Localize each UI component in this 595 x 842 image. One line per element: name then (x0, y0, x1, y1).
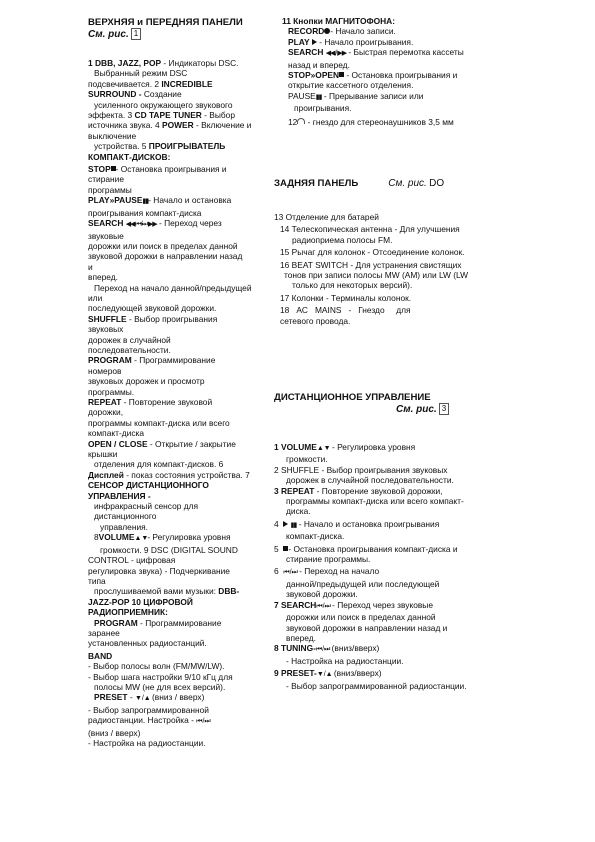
search-entry: SEARCH ◀◀ ⏮/⏭ ▶▶ - Переход через (88, 218, 222, 229)
band-entry: BAND (88, 650, 113, 661)
fig-1-badge: 1 (131, 28, 141, 40)
text-line: проигрывания. (294, 103, 352, 114)
remote-heading (274, 393, 500, 416)
front-panel-title: ВЕРХНЯЯ и ПЕРЕДНЯЯ ПАНЕЛИ (88, 17, 243, 28)
item-13: 13 Отделение для батарей (274, 212, 379, 222)
text-line: крышки (88, 449, 118, 460)
text-line: только для некоторых версий). (292, 280, 413, 291)
text-line: РАДИОПРИЕМНИК: (88, 607, 168, 618)
text-line: управления. (100, 521, 149, 532)
prev-next-icon: ⏮ / ⏭ (283, 569, 297, 577)
fig-badge: DO (429, 178, 445, 189)
text-line: УПРАВЛЕНИЯ - (88, 490, 151, 501)
text-line: - Выбор шага настройки 9/10 кГц для (88, 671, 233, 682)
play-icon (283, 521, 288, 527)
text-line: звуковых (88, 324, 124, 335)
rc-item-5: 5 - Остановка проигрывания компакт-диска и (274, 543, 458, 554)
text-line: или (88, 292, 103, 303)
text-line: звуковой дорожки в направлении назад и (286, 622, 448, 633)
headphones-icon (297, 118, 305, 124)
tuner-program-entry: PROGRAM - Программирование (94, 617, 222, 628)
text-line: CONTROL - цифровая (88, 555, 176, 566)
text-line: компакт-диска. (286, 531, 345, 542)
text-line: вперед. (88, 272, 118, 283)
record-entry: RECORD - Начало записи. (288, 26, 396, 37)
item-1: 1 DBB, JAZZ, POP - Индикаторы DSC. (88, 58, 239, 68)
text-line: заранее (88, 627, 120, 638)
text-line: тонов при записи полосы MW (AM) или LW (LW (284, 270, 468, 281)
rewind-ff-icon: ◀◀ / ▶▶ (325, 50, 347, 58)
text-line: прослушиваемой вами музыки: DBB- (94, 586, 240, 597)
text-line: программы компакт-диска или всего компакт- (286, 496, 464, 507)
text-line: последовательности. (88, 344, 171, 355)
text-line: компакт-диска (88, 428, 145, 439)
pause-icon: ▮▮ (290, 521, 297, 529)
item-8: 8VOLUME▲ ▼- Регулировка уровня (94, 532, 231, 543)
item-14: 14 Телескопическая антенна - Для улучшения (280, 224, 460, 235)
prev-next-icon: ⏮ / ⏭ (315, 646, 330, 654)
text-line: дорожки, (88, 407, 124, 418)
text-line: - Выбор запрограммированной радиостанции. (286, 680, 467, 691)
preset-entry: PRESET - ▼ / ▲ (вниз / вверх) (94, 692, 205, 703)
program-entry: PROGRAM - Программирование (88, 355, 216, 366)
item-7: СЕНСОР ДИСТАНЦИОННОГО (88, 480, 209, 491)
text-line: программы (88, 184, 132, 195)
text-line: выключение (88, 130, 137, 141)
down-up-icon: ▼ / ▲ (134, 695, 150, 703)
skip-icons: ⏮ / ⏭ (316, 602, 330, 610)
front-panel-heading (88, 18, 268, 41)
text-line: сетевого провода. (280, 315, 351, 326)
rc-item-2: 2 SHUFFLE - Выбор проигрывания звуковых (274, 464, 448, 475)
play-icon (312, 39, 317, 45)
front-panel-fig-ref: См. рис. 1 (88, 28, 268, 40)
item-17: 17 Колонки - Терминалы колонок. (280, 292, 412, 303)
item-18: 18 AC MAINS - Гнездо для (280, 305, 411, 316)
text-line: звуковые (88, 230, 124, 241)
text-line: номеров (88, 365, 122, 376)
text-line: дорожек в случайной (88, 334, 171, 345)
text-line: и (88, 261, 93, 272)
prev-next-icon: ⏮ / ⏭ (196, 718, 210, 726)
text-line: программы. (88, 386, 135, 397)
text-line: назад и вперед. (288, 59, 350, 70)
text-line: регулировка звука) - Подчеркивание (88, 565, 230, 576)
text-line: дорожек в случайной последовательности. (286, 475, 454, 486)
text-line: установленных радиостанций. (88, 638, 207, 649)
skip-icons: ◀◀ ⏮/⏭ ▶▶ (125, 221, 157, 229)
text-line: КОМПАКТ-ДИСКОВ: (88, 151, 171, 162)
text-line: диска. (286, 506, 311, 517)
rear-panel-heading (274, 178, 500, 189)
text-line: открытие кассетного отделения. (288, 80, 414, 91)
repeat-entry: REPEAT - Повторение звуковой (88, 397, 213, 407)
text-line: дорожки или поиск в пределах данной (286, 612, 436, 623)
text-line: полосы MW (не для всех версий). (94, 681, 226, 692)
text-line: отделения для компакт-дисков. 6 (94, 459, 224, 470)
text-line: громкости. 9 DSC (DIGITAL SOUND (100, 544, 238, 555)
text-line: стирание (88, 174, 124, 185)
rc-item-3: 3 REPEAT - Повторение звуковой дорожки, (274, 485, 443, 496)
text-line: звуковой дорожки. (286, 589, 358, 600)
text-line: - Выбор полосы волн (FM/MW/LW). (88, 661, 225, 672)
text-line: программы компакт-диска или всего (88, 417, 230, 428)
text-line: инфракрасный сенсор для (94, 501, 199, 512)
text-line: Переход на начало данной/предыдущей (94, 282, 252, 293)
text-line: типа (88, 575, 106, 586)
remote-items (274, 442, 500, 691)
text-line: дорожки или поиск в пределах данной (88, 240, 238, 251)
text-line: данной/предыдущей или последующей (286, 578, 440, 589)
rc-item-6: 6 ⏮ / ⏭ - Переход на начало (274, 566, 380, 577)
text-line: проигрывания компакт-диска (88, 207, 202, 218)
item-5: устройства. 5 ПРОИГРЫВАТЕЛЬ (94, 141, 226, 152)
text-line: дистанционного (94, 511, 157, 522)
text-line: радиоприема полосы FM. (292, 234, 393, 245)
pause-entry: PAUSE▮▮ - Прерывание записи или (288, 90, 424, 101)
item-15: 15 Рычаг для колонок - Отсоединение колонок. (280, 247, 465, 258)
tape-buttons-section (282, 16, 500, 127)
front-panel-items (88, 58, 268, 748)
text-line: Выбранный режим DSC (94, 68, 188, 79)
item-10: JAZZ-POP 10 ЦИФРОВОЙ (88, 596, 193, 607)
rc-item-8: 8 TUNING-⏮ / ⏭ (вниз/вверх) (274, 643, 380, 654)
item-16: 16 BEAT SWITCH - Для устранения свистящих (280, 259, 462, 270)
text-line: стирание программы. (286, 554, 371, 565)
down-up-icon: ▼ / ▲ (316, 671, 332, 679)
rear-panel-title-row (274, 178, 500, 189)
item-3: эффекта. 3 CD TAPE TUNER - Выбор (88, 110, 235, 121)
rc-item-7: 7 SEARCH⏮ / ⏭ - Переход через звуковые (274, 599, 433, 610)
stop-icon (339, 72, 344, 77)
text-line: последующей звуковой дорожки. (88, 303, 217, 314)
play-pause-entry: PLAY»PAUSE▮▮- Начало и остановка (88, 195, 232, 206)
text-line: звуковой дорожки в направлении назад (88, 251, 243, 262)
open-close-entry: OPEN / CLOSE - Открытие / закрытие (88, 438, 236, 449)
text-line: звуковых дорожек и просмотр (88, 376, 205, 387)
pause-icon: ▮▮ (142, 198, 149, 206)
tape-search-entry: SEARCH ◀◀ / ▶▶ - Быстрая перемотка кассеты (288, 47, 464, 58)
rear-panel-items (274, 212, 500, 326)
stop-open-entry: STOP»OPEN - Остановка проигрывания и (288, 70, 458, 81)
rc-item-9: 9 PRESET-▼ / ▲ (вниз/вверх) (274, 668, 382, 679)
volume-up-down-icon: ▲ ▼ (134, 535, 148, 543)
volume-up-down-icon: ▲ ▼ (316, 445, 330, 452)
rear-panel-title: ЗАДНЯЯ ПАНЕЛЬ (274, 178, 359, 189)
item-6: Дисплей - показ состояния устройства. 7 (88, 469, 250, 480)
pause-icon: ▮▮ (315, 93, 322, 101)
text-line: громкости. (286, 454, 328, 465)
tape-title: 11 Кнопки МАГНИТОФОНА: (282, 16, 395, 26)
headphone-jack-entry: 12 - гнездо для стереонаушников 3,5 мм (288, 116, 454, 127)
text-line: - Настройка на радиостанции. (88, 738, 206, 748)
remote-fig-ref: См. рис. 3 (274, 403, 500, 415)
tape-play-entry: PLAY - Начало проигрывания. (288, 36, 414, 47)
item-2: подсвечивается. 2 INCREDIBLE (88, 78, 213, 89)
rear-panel-fig-ref: См. рис. (388, 178, 427, 189)
text-line: усиленного окружающего звукового (94, 99, 233, 110)
rc-item-4: 4 ▮▮ - Начало и остановка проигрывания (274, 518, 440, 529)
text-line: SURROUND - Создание (88, 89, 182, 100)
text-line: - Выбор запрограммированной (88, 704, 209, 715)
shuffle-entry: SHUFFLE - Выбор проигрывания (88, 313, 218, 324)
fig-3-badge: 3 (439, 403, 449, 415)
item-4: источника звука. 4 POWER - Включение и (88, 120, 252, 131)
text-line: вперед. (286, 632, 316, 643)
text-line: - Настройка на радиостанции. (286, 655, 404, 666)
text-line: радиостанции. Настройка - ⏮ / ⏭ (88, 715, 210, 726)
remote-title: ДИСТАНЦИОННОЕ УПРАВЛЕНИЕ (274, 392, 431, 403)
rc-item-1: 1 VOLUME▲ ▼ - Регулировка уровня (274, 442, 416, 452)
text-line: (вниз / вверх) (88, 727, 141, 738)
stop-entry: STOP - Остановка проигрывания и (88, 164, 227, 175)
